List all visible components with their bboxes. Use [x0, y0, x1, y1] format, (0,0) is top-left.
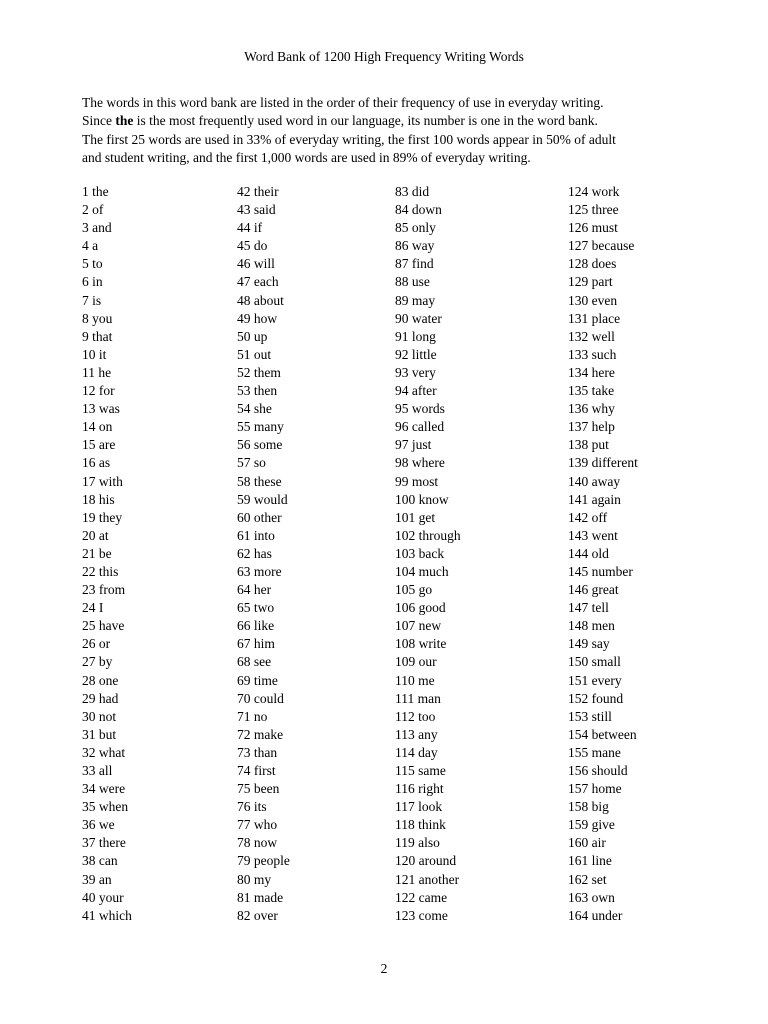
word-entry: 123 come — [395, 907, 448, 923]
word-entry: 26 or — [82, 636, 111, 652]
word-entry: 84 down — [395, 202, 442, 218]
word-entry: 131 place — [568, 310, 621, 326]
word-entry: 29 had — [82, 690, 119, 706]
word-entry: 23 from — [82, 582, 126, 598]
word-entry: 47 each — [237, 274, 279, 290]
word-entry: 162 set — [568, 871, 607, 887]
word-entry: 157 home — [568, 781, 622, 797]
word-entry: 150 small — [568, 654, 621, 670]
word-entry: 114 day — [395, 744, 438, 760]
word-entry: 67 him — [237, 636, 275, 652]
word-bank-columns — [0, 183, 768, 933]
word-entry: 57 so — [237, 455, 266, 471]
word-entry: 154 between — [568, 726, 637, 742]
word-entry: 21 be — [82, 545, 112, 561]
word-entry: 80 my — [237, 871, 272, 887]
word-entry: 159 give — [568, 817, 615, 833]
word-entry: 9 that — [82, 328, 113, 344]
word-entry: 91 long — [395, 328, 436, 344]
word-entry: 77 who — [237, 817, 278, 833]
word-entry: 118 think — [395, 817, 446, 833]
word-entry: 122 came — [395, 889, 448, 905]
word-entry: 119 also — [395, 835, 440, 851]
word-entry: 18 his — [82, 491, 115, 507]
word-column-1 — [82, 183, 132, 925]
word-entry: 100 know — [395, 491, 449, 507]
word-entry: 16 as — [82, 455, 111, 471]
word-entry: 149 say — [568, 636, 610, 652]
word-entry: 115 same — [395, 763, 446, 778]
word-entry: 75 been — [237, 781, 280, 797]
word-entry: 116 right — [395, 781, 444, 797]
word-entry: 94 after — [395, 383, 437, 399]
word-entry: 17 with — [82, 473, 123, 489]
word-entry: 133 such — [568, 346, 617, 362]
word-entry: 45 do — [237, 238, 268, 254]
word-column-3 — [395, 183, 461, 925]
word-entry: 3 and — [82, 220, 112, 236]
word-entry: 153 still — [568, 708, 612, 724]
word-entry: 90 water — [395, 310, 442, 326]
word-entry: 147 tell — [568, 600, 609, 616]
word-entry: 56 some — [237, 437, 283, 453]
word-entry: 41 which — [82, 907, 132, 923]
word-entry: 125 three — [568, 202, 619, 218]
word-entry: 70 could — [237, 690, 284, 706]
word-entry: 78 now — [237, 835, 278, 851]
word-entry: 124 work — [568, 184, 620, 199]
word-entry: 51 out — [237, 346, 272, 362]
word-entry: 40 your — [82, 889, 124, 905]
word-entry: 53 then — [237, 383, 278, 399]
word-entry: 46 will — [237, 256, 275, 272]
word-entry: 95 words — [395, 401, 445, 417]
word-entry: 72 make — [237, 726, 284, 742]
word-entry: 142 off — [568, 509, 608, 525]
word-entry: 65 two — [237, 600, 275, 616]
word-entry: 106 good — [395, 600, 446, 616]
word-entry: 25 have — [82, 618, 125, 634]
word-entry: 49 how — [237, 310, 278, 326]
word-entry: 151 every — [568, 672, 622, 688]
word-entry: 137 help — [568, 419, 615, 435]
word-entry: 63 more — [237, 563, 282, 579]
word-entry: 113 any — [395, 726, 438, 742]
word-entry: 60 other — [237, 509, 282, 525]
word-entry: 38 can — [82, 853, 118, 869]
word-entry: 120 around — [395, 853, 457, 869]
word-entry: 44 if — [237, 220, 263, 236]
word-entry: 58 these — [237, 473, 282, 489]
word-entry: 10 it — [82, 346, 107, 362]
word-entry: 33 all — [82, 763, 113, 778]
word-column-2 — [237, 183, 290, 925]
word-entry: 52 them — [237, 364, 281, 380]
word-entry: 8 you — [82, 310, 113, 326]
word-entry: 24 I — [82, 600, 104, 616]
word-entry: 71 no — [237, 708, 268, 724]
word-entry: 102 through — [395, 527, 461, 543]
intro-line-3: The first 25 words are used in 33% of everyday writing, the first 100 words appear in 50% of adult — [82, 131, 616, 147]
word-entry: 37 there — [82, 835, 126, 851]
word-entry: 14 on — [82, 419, 113, 435]
word-entry: 20 at — [82, 527, 109, 543]
word-entry: 61 into — [237, 527, 275, 543]
page-number: 2 — [380, 961, 388, 976]
word-entry: 108 write — [395, 636, 447, 652]
word-entry: 156 should — [568, 763, 628, 778]
word-entry: 107 new — [395, 618, 442, 634]
word-entry: 79 people — [237, 853, 290, 869]
word-entry: 146 great — [568, 582, 619, 598]
word-entry: 5 to — [82, 256, 103, 272]
word-entry: 163 own — [568, 889, 615, 905]
word-entry: 129 part — [568, 274, 613, 290]
word-entry: 93 very — [395, 364, 436, 380]
word-entry: 54 she — [237, 401, 272, 417]
word-entry: 87 find — [395, 256, 434, 272]
word-entry: 42 their — [237, 184, 279, 199]
word-entry: 98 where — [395, 455, 445, 471]
word-entry: 135 take — [568, 383, 615, 399]
word-entry: 12 for — [82, 383, 115, 399]
word-entry: 148 men — [568, 618, 615, 634]
word-entry: 104 much — [395, 563, 449, 579]
word-entry: 2 of — [82, 202, 104, 218]
word-entry: 31 but — [82, 726, 117, 742]
word-entry: 30 not — [82, 708, 117, 724]
word-entry: 155 mane — [568, 744, 621, 760]
word-entry: 96 called — [395, 419, 445, 435]
intro-line-2 — [82, 112, 702, 130]
word-entry: 82 over — [237, 907, 278, 923]
word-entry: 69 time — [237, 672, 278, 688]
word-entry: 128 does — [568, 256, 617, 272]
word-entry: 43 said — [237, 202, 276, 218]
word-entry: 35 when — [82, 799, 129, 815]
word-entry: 143 went — [568, 527, 618, 543]
word-entry: 161 line — [568, 853, 612, 869]
word-entry: 136 why — [568, 401, 615, 417]
word-entry: 34 were — [82, 781, 126, 797]
word-entry: 160 air — [568, 835, 606, 851]
word-entry: 50 up — [237, 328, 268, 344]
word-entry: 88 use — [395, 274, 430, 290]
word-entry: 66 like — [237, 618, 275, 634]
word-entry: 152 found — [568, 690, 624, 706]
intro-line-1: The words in this word bank are listed in the order of their frequency of use in everyday writing. — [82, 95, 604, 110]
word-entry: 127 because — [568, 238, 635, 254]
word-entry: 158 big — [568, 799, 609, 815]
intro-line-2-start: Since — [82, 113, 116, 129]
word-entry: 36 we — [82, 817, 115, 833]
word-entry: 7 is — [82, 292, 102, 308]
word-entry: 139 different — [568, 455, 638, 471]
word-entry: 4 a — [82, 238, 99, 254]
intro-bold-word: the — [115, 113, 134, 129]
intro-line-2-end: is the most frequently used word in our language, its number is one in the word bank. — [133, 113, 598, 129]
word-entry: 140 away — [568, 473, 621, 489]
word-entry: 76 its — [237, 799, 267, 815]
word-entry: 141 again — [568, 491, 621, 507]
word-entry: 83 did — [395, 184, 430, 199]
word-entry: 164 under — [568, 907, 623, 923]
word-entry: 92 little — [395, 346, 437, 362]
word-entry: 138 put — [568, 437, 609, 453]
word-column-4 — [568, 183, 638, 925]
word-entry: 132 well — [568, 328, 615, 344]
word-entry: 103 back — [395, 545, 445, 561]
word-entry: 130 even — [568, 292, 618, 308]
word-entry: 105 go — [395, 582, 433, 598]
word-entry: 110 me — [395, 672, 435, 688]
word-entry: 19 they — [82, 509, 123, 525]
word-entry: 48 about — [237, 292, 284, 308]
word-entry: 111 man — [395, 690, 441, 706]
word-entry: 89 may — [395, 292, 436, 308]
word-entry: 64 her — [237, 582, 272, 598]
word-entry: 55 many — [237, 419, 284, 435]
word-entry: 112 too — [395, 708, 436, 724]
word-entry: 85 only — [395, 220, 436, 236]
word-entry: 73 than — [237, 744, 278, 760]
word-entry: 145 number — [568, 563, 633, 579]
word-entry: 109 our — [395, 654, 437, 670]
word-entry: 62 has — [237, 545, 272, 561]
word-entry: 121 another — [395, 871, 460, 887]
word-entry: 68 see — [237, 654, 272, 670]
word-entry: 101 get — [395, 509, 436, 525]
word-entry: 27 by — [82, 654, 113, 670]
word-entry: 59 would — [237, 491, 288, 507]
word-entry: 86 way — [395, 238, 435, 254]
document-title: Word Bank of 1200 High Frequency Writing Words — [244, 49, 524, 64]
word-entry: 134 here — [568, 364, 615, 380]
word-entry: 126 must — [568, 220, 618, 236]
word-entry: 1 the — [82, 184, 109, 199]
word-entry: 117 look — [395, 799, 443, 815]
intro-line-4: and student writing, and the first 1,000 words are used in 89% of everyday writing. — [82, 149, 531, 165]
word-entry: 6 in — [82, 274, 103, 290]
word-entry: 81 made — [237, 889, 284, 905]
word-entry: 22 this — [82, 563, 119, 579]
word-entry: 11 he — [82, 364, 112, 380]
word-entry: 15 are — [82, 437, 116, 453]
word-entry: 32 what — [82, 744, 126, 760]
word-entry: 97 just — [395, 437, 432, 453]
word-entry: 99 most — [395, 473, 439, 489]
word-entry: 13 was — [82, 401, 120, 417]
intro-paragraph — [82, 94, 702, 167]
word-entry: 39 an — [82, 871, 112, 887]
word-entry: 28 one — [82, 672, 119, 688]
word-entry: 144 old — [568, 545, 609, 561]
word-entry: 74 first — [237, 763, 276, 778]
